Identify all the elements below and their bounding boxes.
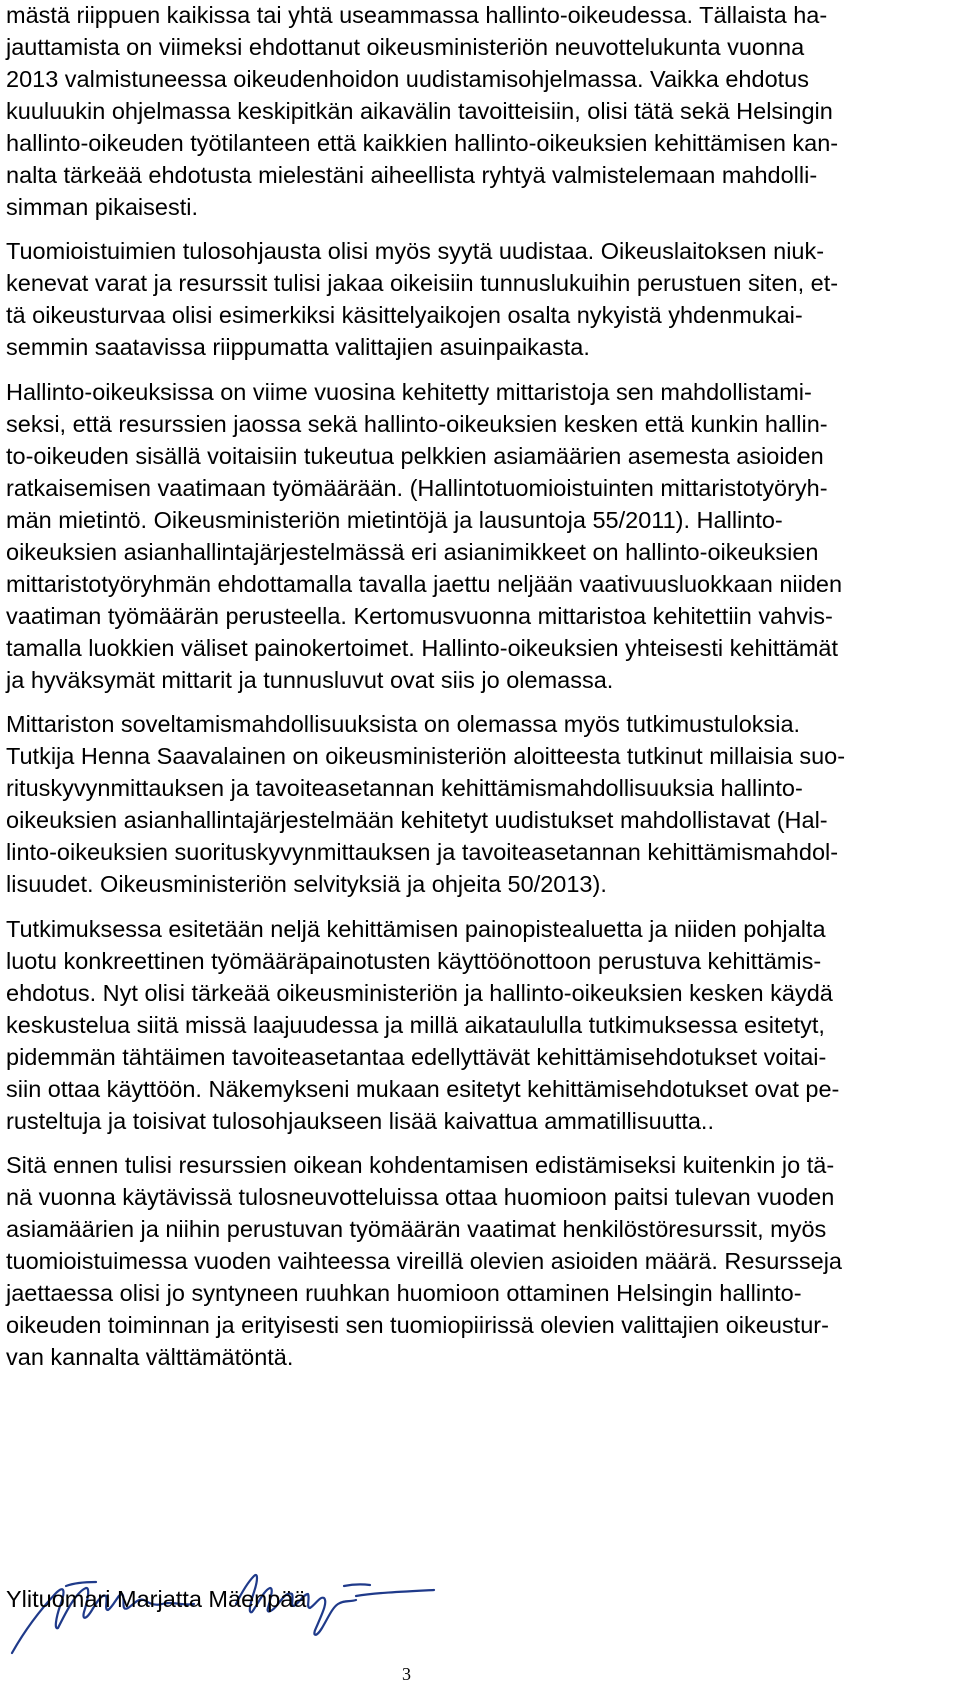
paragraph-6-line: oikeuden toiminnan ja erityisesti sen tuomiopiirissä olevien valittajien oikeustur- bbox=[6, 1312, 829, 1338]
paragraph-3-line: vaatiman työmäärän perusteella. Kertomusvuonna mittaristoa kehitettiin vahvis- bbox=[6, 603, 833, 629]
paragraph-4-line: rituskyvynmittauksen ja tavoiteasetannan kehittämismahdollisuuksia hallinto- bbox=[6, 775, 803, 801]
paragraph-4-line: Tutkija Henna Saavalainen on oikeusministeriön aloitteesta tutkinut millaisia suo- bbox=[6, 743, 846, 769]
paragraph-3-line: ratkaisemisen vaatimaan työmäärään. (Hallintotuomioistuinten mittaristotyöryh- bbox=[6, 475, 828, 501]
paragraph-5-line: siin ottaa käyttöön. Näkemykseni mukaan esitetyt kehittämisehdotukset ovat pe- bbox=[6, 1076, 840, 1102]
page-number: 3 bbox=[402, 1664, 411, 1684]
paragraph-1-line: mästä riippuen kaikissa tai yhtä useammassa hallinto-oikeudessa. Tällaista ha- bbox=[6, 2, 828, 28]
paragraph-6-line: Sitä ennen tulisi resurssien oikean kohdentamisen edistämiseksi kuitenkin jo tä- bbox=[6, 1152, 835, 1178]
paragraph-2-line: semmin saatavissa riippumatta valittajien asuinpaikasta. bbox=[6, 334, 590, 360]
paragraph-5-line: rusteltuja ja toisivat tulosohjaukseen lisää kaivattua ammatillisuutta.. bbox=[6, 1108, 714, 1134]
paragraph-3-line: män mietintö. Oikeusministeriön mietintöjä ja lausuntoja 55/2011). Hallinto- bbox=[6, 507, 783, 533]
paragraph-3-line: mittaristotyöryhmän ehdottamalla tavalla jaettu neljään vaativuusluokkaan niiden bbox=[6, 571, 843, 597]
paragraph-6-line: asiamäärien ja niihin perustuvan työmäärän vaatimat henkilöstöresurssit, myös bbox=[6, 1216, 827, 1242]
paragraph-5-line: keskustelua siitä missä laajuudessa ja millä aikataululla tutkimuksessa esitetyt, bbox=[6, 1012, 825, 1038]
paragraph-1-line: hallinto-oikeuden työtilanteen että kaikkien hallinto-oikeuksien kehittämisen kan- bbox=[6, 130, 839, 156]
paragraph-6-line: jaettaessa olisi jo syntyneen ruuhkan huomioon ottaminen Helsingin hallinto- bbox=[6, 1280, 802, 1306]
paragraph-5-line: luotu konkreettinen työmääräpainotusten käyttöönottoon perustuva kehittämis- bbox=[6, 948, 822, 974]
paragraph-1-line: simman pikaisesti. bbox=[6, 194, 198, 220]
paragraph-2-line: kenevat varat ja resurssit tulisi jakaa oikeisiin tunnuslukuihin perustuen siten, et- bbox=[6, 270, 839, 296]
paragraph-2-line: tä oikeusturvaa olisi esimerkiksi käsittelyaikojen osalta nykyistä yhdenmukai- bbox=[6, 302, 803, 328]
paragraph-4-line: linto-oikeuksien suorituskyvynmittauksen ja tavoiteasetannan kehittämismahdol- bbox=[6, 839, 839, 865]
paragraph-6-line: van kannalta välttämätöntä. bbox=[6, 1344, 294, 1370]
signer-name: Ylituomari Marjatta Mäenpää bbox=[6, 1586, 307, 1612]
paragraph-5-line: ehdotus. Nyt olisi tärkeää oikeusministeriön ja hallinto-oikeuksien kesken käydä bbox=[6, 980, 833, 1006]
paragraph-3-line: Hallinto-oikeuksissa on viime vuosina kehitetty mittaristoja sen mahdollistami- bbox=[6, 379, 812, 405]
paragraph-4-line: Mittariston soveltamismahdollisuuksista on olemassa myös tutkimustuloksia. bbox=[6, 711, 801, 737]
paragraph-3-line: seksi, että resurssien jaossa sekä hallinto-oikeuksien kesken että kunkin hallin- bbox=[6, 411, 828, 437]
paragraph-1-line: jauttamista on viimeksi ehdottanut oikeusministeriön neuvottelukunta vuonna bbox=[6, 34, 805, 60]
paragraph-1-line: kuuluukin ohjelmassa keskipitkän aikavälin tavoitteisiin, olisi tätä sekä Helsingin bbox=[6, 98, 833, 124]
paragraph-6-line: tuomioistuimessa vuoden vaihteessa vireillä olevien asioiden määrä. Resursseja bbox=[6, 1248, 842, 1274]
paragraph-4-line: lisuudet. Oikeusministeriön selvityksiä ja ohjeita 50/2013). bbox=[6, 871, 607, 897]
paragraph-2-line: Tuomioistuimien tulosohjausta olisi myös syytä uudistaa. Oikeuslaitoksen niuk- bbox=[6, 238, 825, 264]
paragraph-6-line: nä vuonna käytävissä tulosneuvotteluissa ottaa huomioon paitsi tulevan vuoden bbox=[6, 1184, 835, 1210]
paragraph-3-line: to-oikeuden sisällä voitaisiin tukeutua pelkkien asiamäärien asemesta asioiden bbox=[6, 443, 824, 469]
paragraph-3-line: oikeuksien asianhallintajärjestelmässä eri asianimikkeet on hallinto-oikeuksien bbox=[6, 539, 819, 565]
paragraph-5-line: Tutkimuksessa esitetään neljä kehittämisen painopistealuetta ja niiden pohjalta bbox=[6, 916, 826, 942]
paragraph-3-line: tamalla luokkien väliset painokertoimet. Hallinto-oikeuksien yhteisesti kehittämät bbox=[6, 635, 839, 661]
paragraph-1-line: 2013 valmistuneessa oikeudenhoidon uudistamisohjelmassa. Vaikka ehdotus bbox=[6, 66, 809, 92]
paragraph-5-line: pidemmän tähtäimen tavoiteasetantaa edellyttävät kehittämisehdotukset voitai- bbox=[6, 1044, 827, 1070]
paragraph-1-line: nalta tärkeää ehdotusta mielestäni aiheellista ryhtyä valmistelemaan mahdolli- bbox=[6, 162, 818, 188]
paragraph-4-line: oikeuksien asianhallintajärjestelmään kehitetyt uudistukset mahdollistavat (Hal- bbox=[6, 807, 828, 833]
paragraph-3-line: ja hyväksymät mittarit ja tunnusluvut ovat siis jo olemassa. bbox=[6, 667, 614, 693]
